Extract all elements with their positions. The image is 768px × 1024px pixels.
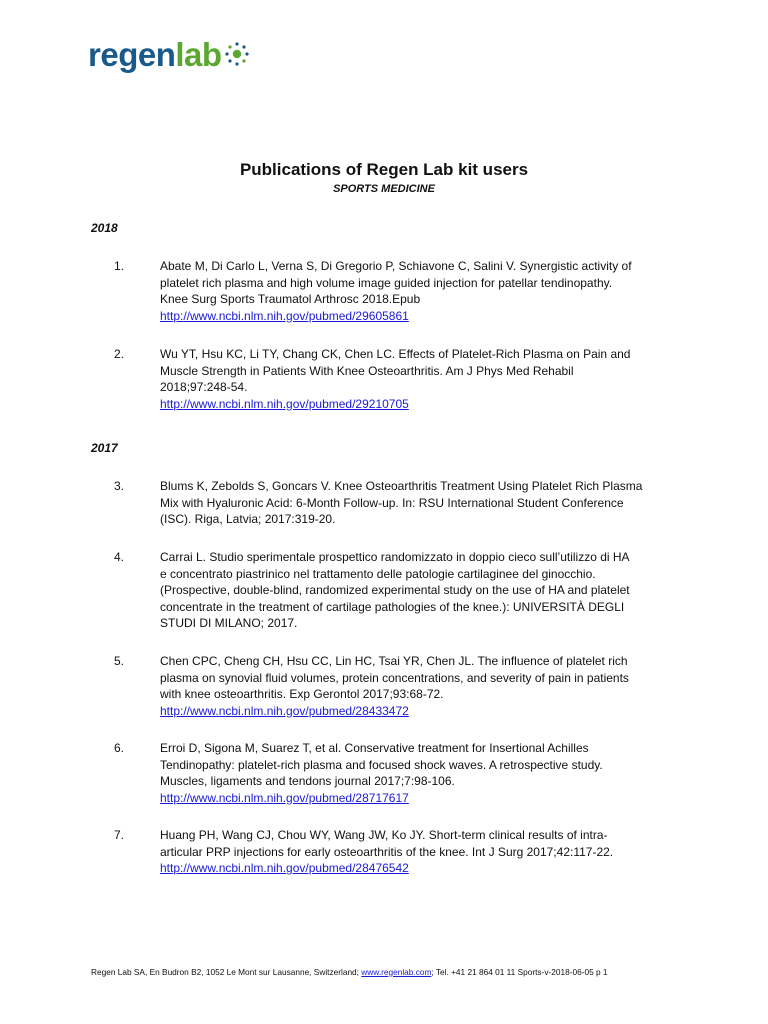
entry-number: 7. [114, 828, 125, 842]
entry-line: 2018;97:248-54. [160, 380, 248, 394]
entry-line: Wu YT, Hsu KC, Li TY, Chang CK, Chen LC. Effects of Platelet-Rich Plasma on Pain and [160, 347, 631, 361]
entry-line: Carrai L. Studio sperimentale prospettico randomizzato in doppio cieco sull’utilizzo di HA [160, 550, 630, 564]
entry-line: articular PRP injections for early osteoarthritis of the knee. Int J Surg 2017;42:117-22. [160, 844, 614, 859]
entry-number: 2. [114, 347, 125, 361]
entry-reference [160, 346, 694, 412]
publication-entry [114, 549, 694, 632]
footer-address: Regen Lab SA, En Budron B2, 1052 Le Mont sur Lausanne, Switzerland; [91, 967, 362, 977]
page-footer [91, 967, 691, 977]
year-heading-2018: 2018 [91, 221, 118, 235]
year-heading-2017: 2017 [91, 441, 118, 455]
entry-number: 6. [114, 741, 125, 755]
pubmed-link[interactable]: http://www.ncbi.nlm.nih.gov/pubmed/29210705 [160, 396, 409, 411]
entry-number: 3. [114, 479, 125, 493]
entry-reference [160, 549, 694, 632]
logo-regen: regen [88, 36, 176, 73]
publication-entry [114, 478, 694, 528]
entry-line: platelet rich plasma and high volume image guided injection for patellar tendinopathy. [160, 275, 613, 290]
entry-number: 5. [114, 654, 125, 668]
entry-line: Abate M, Di Carlo L, Verna S, Di Gregorio P, Schiavone C, Salini V. Synergistic activity of [160, 259, 632, 273]
publication-entry [114, 827, 694, 877]
publication-entry [114, 740, 694, 806]
entry-line: Mix with Hyaluronic Acid: 6-Month Follow-up. In: RSU International Student Conference [160, 495, 624, 510]
entry-line: concentrate in the treatment of cartilage pathologies of the knee.): UNIVERSITÀ DEGLI [160, 599, 625, 614]
footer-website-link[interactable]: www.regenlab.com [361, 967, 432, 977]
footer-contact: ; Tel. +41 21 864 01 11 Sports-v-2018-06-05 p 1 [431, 967, 608, 977]
pubmed-link[interactable]: http://www.ncbi.nlm.nih.gov/pubmed/28433472 [160, 703, 409, 718]
entry-reference [160, 827, 694, 877]
page-title: Publications of Regen Lab kit users [239, 160, 529, 179]
entry-line: e concentrato piastrinico nel trattamento delle patologie cartilaginee del ginocchio. [160, 566, 596, 581]
entry-reference [160, 478, 694, 528]
entry-line: (Prospective, double-blind, randomized experimental study on the use of HA and platelet [160, 583, 630, 597]
entry-reference [160, 740, 694, 806]
page-subtitle: SPORTS MEDICINE [333, 183, 435, 195]
entry-reference [160, 258, 694, 324]
publication-entry [114, 653, 694, 719]
entry-line: Muscle Strength in Patients With Knee Osteoarthritis. Am J Phys Med Rehabil [160, 363, 574, 378]
pubmed-link[interactable]: http://www.ncbi.nlm.nih.gov/pubmed/28717617 [160, 790, 409, 805]
pubmed-link[interactable]: http://www.ncbi.nlm.nih.gov/pubmed/29605861 [160, 308, 409, 323]
entry-line: with knee osteoarthritis. Exp Gerontol 2017;93:68-72. [160, 687, 444, 701]
publication-entry [114, 346, 694, 412]
entry-line: plasma on synovial fluid volumes, protein concentrations, and severity of pain in patients [160, 670, 629, 685]
entry-line: Chen CPC, Cheng CH, Hsu CC, Lin HC, Tsai YR, Chen JL. The influence of platelet rich [160, 654, 628, 668]
entry-line: Huang PH, Wang CJ, Chou WY, Wang JW, Ko JY. Short-term clinical results of intra- [160, 828, 608, 842]
logo-wordmark [88, 38, 222, 71]
entry-line: Erroi D, Sigona M, Suarez T, et al. Conservative treatment for Insertional Achilles [160, 741, 589, 755]
pubmed-link[interactable]: http://www.ncbi.nlm.nih.gov/pubmed/28476542 [160, 861, 409, 875]
entry-line: Tendinopathy: platelet-rich plasma and focused shock waves. A retrospective study. [160, 757, 603, 772]
entry-line: (ISC). Riga, Latvia; 2017:319-20. [160, 512, 336, 526]
entry-reference [160, 653, 694, 719]
entry-line: Blums K, Zebolds S, Goncars V. Knee Osteoarthritis Treatment Using Platelet Rich Plasma [160, 479, 643, 493]
entry-line: STUDI DI MILANO; 2017. [160, 616, 298, 630]
entry-line: Knee Surg Sports Traumatol Arthrosc 2018.Epub [160, 292, 421, 306]
logo-lab: lab [175, 36, 222, 73]
publication-entry [114, 258, 694, 324]
logo-dots-icon [224, 41, 250, 67]
entry-line: Muscles, ligaments and tendons journal 2017;7:98-106. [160, 774, 455, 788]
entry-number: 4. [114, 550, 125, 564]
regenlab-logo [88, 38, 250, 71]
entry-number: 1. [114, 259, 125, 273]
